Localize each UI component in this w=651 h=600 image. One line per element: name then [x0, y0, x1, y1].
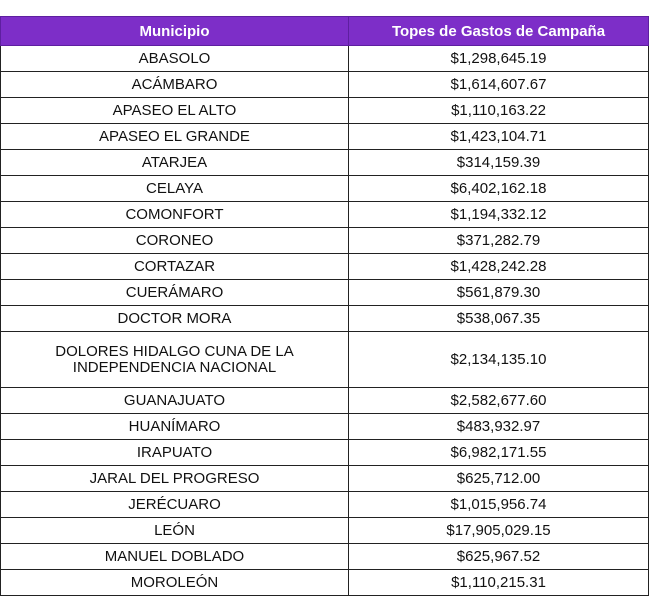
table-row	[1, 466, 649, 492]
header-row	[1, 17, 649, 46]
table-row	[1, 150, 649, 176]
cell-municipio: ATARJEA	[1, 150, 349, 176]
table-row	[1, 98, 649, 124]
cell-tope: $6,402,162.18	[349, 176, 649, 202]
cell-tope: $1,298,645.19	[349, 46, 649, 72]
cell-tope: $1,194,332.12	[349, 202, 649, 228]
cell-tope: $1,110,163.22	[349, 98, 649, 124]
cell-tope: $314,159.39	[349, 150, 649, 176]
cell-municipio	[1, 332, 349, 388]
cell-municipio: MANUEL DOBLADO	[1, 544, 349, 570]
cell-municipio: COMONFORT	[1, 202, 349, 228]
cell-tope: $625,967.52	[349, 544, 649, 570]
cell-municipio: ACÁMBARO	[1, 72, 349, 98]
table-row	[1, 518, 649, 544]
cell-tope: $1,614,607.67	[349, 72, 649, 98]
table-row	[1, 72, 649, 98]
table-row	[1, 414, 649, 440]
cell-municipio: CUERÁMARO	[1, 280, 349, 306]
cell-municipio: APASEO EL GRANDE	[1, 124, 349, 150]
cell-municipio: MOROLEÓN	[1, 570, 349, 596]
cell-tope: $371,282.79	[349, 228, 649, 254]
cell-municipio: CORONEO	[1, 228, 349, 254]
table-row	[1, 440, 649, 466]
table-row	[1, 570, 649, 596]
cell-tope: $1,428,242.28	[349, 254, 649, 280]
cell-municipio: APASEO EL ALTO	[1, 98, 349, 124]
cell-municipio: JERÉCUARO	[1, 492, 349, 518]
cell-tope: $1,110,215.31	[349, 570, 649, 596]
table-row	[1, 202, 649, 228]
cell-municipio: CELAYA	[1, 176, 349, 202]
table-row	[1, 306, 649, 332]
cell-tope: $1,423,104.71	[349, 124, 649, 150]
table-row	[1, 388, 649, 414]
cell-municipio: DOCTOR MORA	[1, 306, 349, 332]
cell-municipio: GUANAJUATO	[1, 388, 349, 414]
table-row	[1, 228, 649, 254]
cell-tope: $6,982,171.55	[349, 440, 649, 466]
campaign-spending-limits-table	[0, 16, 649, 596]
cell-tope: $538,067.35	[349, 306, 649, 332]
header-topes: Topes de Gastos de Campaña	[349, 17, 649, 46]
table-row	[1, 254, 649, 280]
cell-tope: $1,015,956.74	[349, 492, 649, 518]
header-municipio: Municipio	[1, 17, 349, 46]
table-row	[1, 544, 649, 570]
cell-tope: $17,905,029.15	[349, 518, 649, 544]
cell-municipio: HUANÍMARO	[1, 414, 349, 440]
table-row	[1, 46, 649, 72]
table-header	[1, 17, 649, 46]
table-row	[1, 492, 649, 518]
cell-municipio: LEÓN	[1, 518, 349, 544]
cell-tope: $483,932.97	[349, 414, 649, 440]
table-row	[1, 176, 649, 202]
cell-tope: $2,582,677.60	[349, 388, 649, 414]
cell-tope: $625,712.00	[349, 466, 649, 492]
table-row	[1, 124, 649, 150]
cell-municipio: IRAPUATO	[1, 440, 349, 466]
cell-municipio-text: DOLORES HIDALGO CUNA DE LA INDEPENDENCIA NACIONAL	[55, 342, 294, 376]
table-row	[1, 280, 649, 306]
table-row	[1, 332, 649, 388]
cell-tope: $2,134,135.10	[349, 332, 649, 388]
cell-tope: $561,879.30	[349, 280, 649, 306]
cell-municipio: CORTAZAR	[1, 254, 349, 280]
table-body	[1, 46, 649, 596]
cell-municipio: ABASOLO	[1, 46, 349, 72]
cell-municipio: JARAL DEL PROGRESO	[1, 466, 349, 492]
